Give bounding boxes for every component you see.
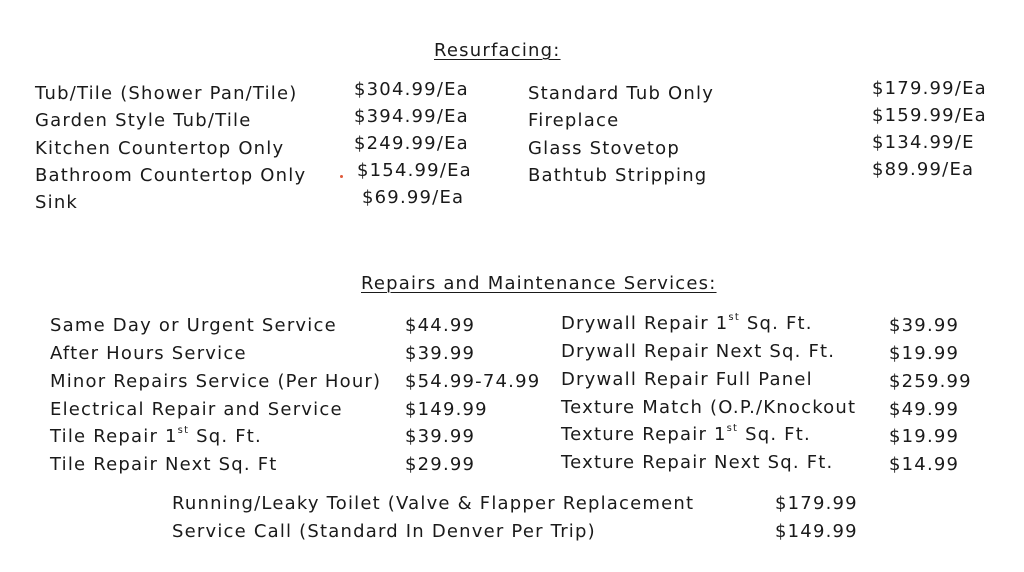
- repair-item-name: Same Day or Urgent Service: [50, 315, 337, 336]
- resurfacing-item-price: $159.99/Ea: [872, 105, 987, 126]
- repair-item-price: $49.99: [889, 399, 960, 420]
- resurfacing-item-name: Sink: [35, 192, 79, 213]
- repair-item-price: $39.99: [889, 315, 960, 336]
- resurfacing-item-price: $179.99/Ea: [872, 78, 987, 99]
- repair-item-price: $149.99: [775, 521, 858, 542]
- repair-item-price: $39.99: [405, 426, 476, 447]
- resurfacing-item-price: $134.99/E: [872, 132, 975, 153]
- repair-item-price: $14.99: [889, 454, 960, 475]
- repair-item-name: Service Call (Standard In Denver Per Trip): [172, 521, 596, 542]
- resurfacing-item-name: Glass Stovetop: [528, 138, 680, 159]
- repair-item-name: Drywall Repair Next Sq. Ft.: [561, 341, 836, 362]
- repair-item-price: $39.99: [405, 343, 476, 364]
- resurfacing-item-price: $249.99/Ea: [354, 133, 469, 154]
- resurfacing-item-name: Bathtub Stripping: [528, 165, 708, 186]
- resurfacing-item-name: Garden Style Tub/Tile: [35, 110, 252, 131]
- repair-item-name: Running/Leaky Toilet (Valve & Flapper Replacement: [172, 493, 695, 514]
- resurfacing-item-price: $304.99/Ea: [354, 79, 469, 100]
- resurfacing-item-price: $154.99/Ea: [357, 160, 472, 181]
- resurfacing-item-name: Bathroom Countertop Only: [35, 165, 307, 186]
- repairs-heading: Repairs and Maintenance Services:: [361, 273, 717, 294]
- repair-item-name: Minor Repairs Service (Per Hour): [50, 371, 382, 392]
- repair-item-name: Electrical Repair and Service: [50, 399, 343, 420]
- repair-item-price: $19.99: [889, 343, 960, 364]
- repair-item-price: $149.99: [405, 399, 488, 420]
- repair-item-name: Tile Repair 1st Sq. Ft.: [50, 425, 262, 447]
- resurfacing-item-name: Kitchen Countertop Only: [35, 138, 285, 159]
- repair-item-name: Drywall Repair 1st Sq. Ft.: [561, 312, 813, 334]
- repair-item-price: $29.99: [405, 454, 476, 475]
- repair-item-name: Tile Repair Next Sq. Ft: [50, 454, 278, 475]
- resurfacing-item-name: Fireplace: [528, 110, 620, 131]
- repair-item-price: $259.99: [889, 371, 972, 392]
- repair-item-price: $54.99-74.99: [405, 371, 541, 392]
- repair-item-name: Drywall Repair Full Panel: [561, 369, 813, 390]
- resurfacing-heading: Resurfacing:: [434, 40, 561, 61]
- repair-item-name: Texture Repair Next Sq. Ft.: [561, 452, 834, 473]
- repair-item-price: $19.99: [889, 426, 960, 447]
- stray-dot: [340, 175, 343, 178]
- resurfacing-item-price: $89.99/Ea: [872, 159, 975, 180]
- repair-item-name: Texture Repair 1st Sq. Ft.: [561, 423, 811, 445]
- resurfacing-item-price: $69.99/Ea: [362, 187, 465, 208]
- repair-item-name: After Hours Service: [50, 343, 247, 364]
- resurfacing-item-price: $394.99/Ea: [354, 106, 469, 127]
- resurfacing-item-name: Standard Tub Only: [528, 83, 715, 104]
- repair-item-price: $179.99: [775, 493, 858, 514]
- resurfacing-item-name: Tub/Tile (Shower Pan/Tile): [35, 83, 298, 104]
- repair-item-price: $44.99: [405, 315, 476, 336]
- repair-item-name: Texture Match (O.P./Knockout: [561, 397, 857, 418]
